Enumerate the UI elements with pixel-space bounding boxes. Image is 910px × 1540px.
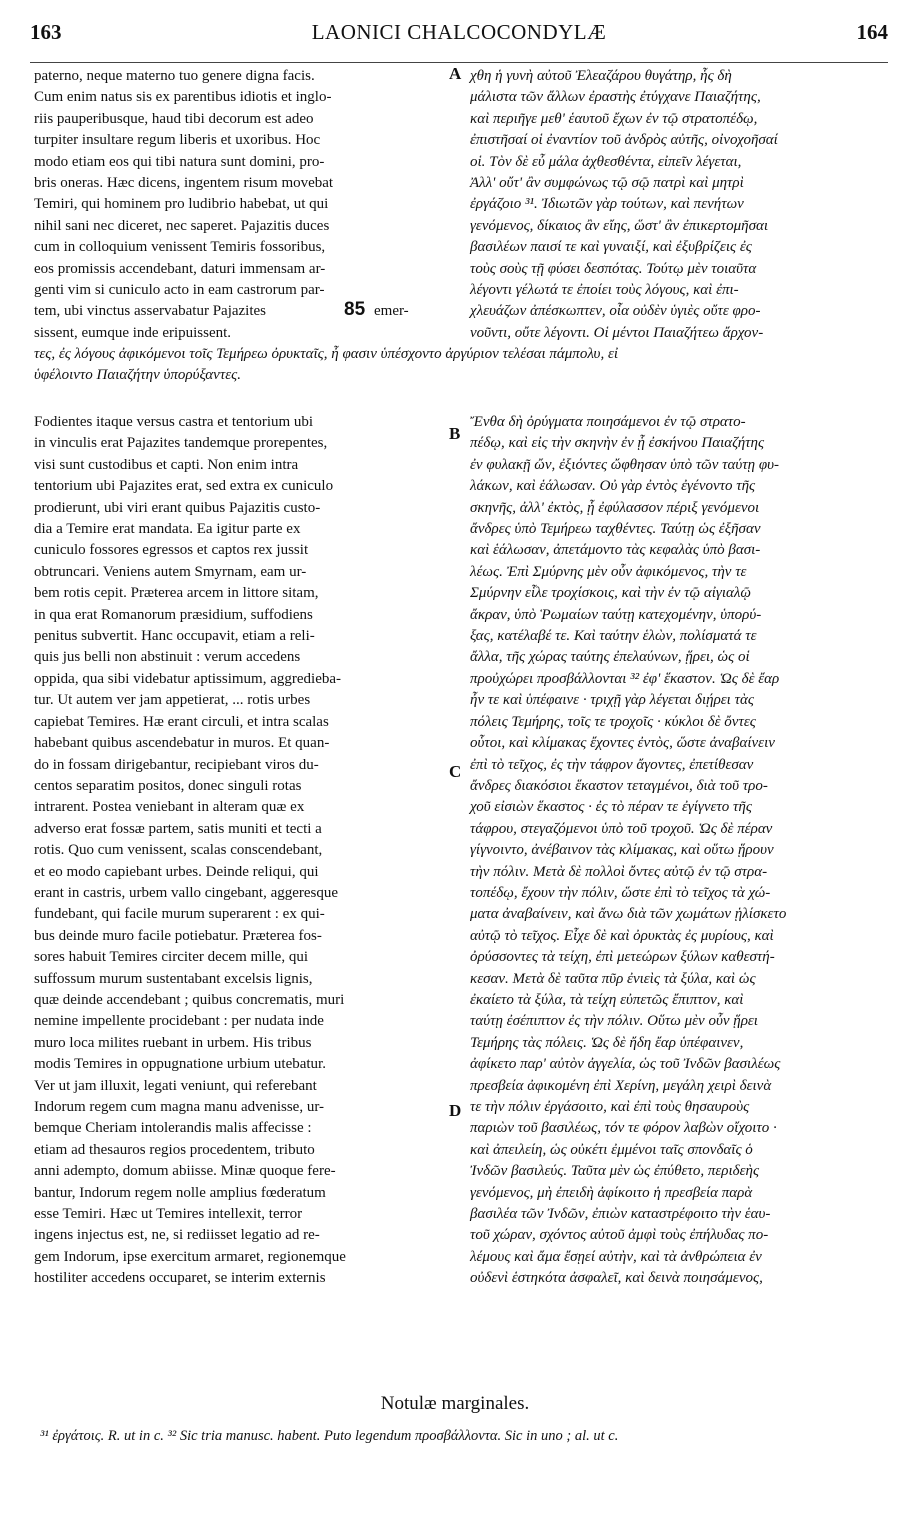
greek-line: λέμους καὶ ἄμα ἔσῃεί αὐτὴν, καὶ τὰ ἀνθρώπεια ἐν (470, 1248, 762, 1265)
section-mark-b: B (449, 424, 461, 443)
section-mark-c: C (449, 762, 462, 781)
greek-line: νοῦντι, οὔτε λέγοντι. Οἱ μέντοι Παιαζήτεω ἄρχον- (470, 324, 764, 341)
marginal-page-number: 85 (344, 299, 366, 321)
greek-line: ἄνδρες ὑπὸ Τεμήρεω ταχθέντες. Ταύτῃ ὡς ἐξῆσαν (470, 521, 761, 538)
greek-column-main (470, 412, 890, 1290)
greek-line: ἐκαίετο τὰ ξύλα, τὰ τείχη εὐπετῶς ἔπιπτον, καὶ (470, 991, 744, 1008)
latin-line: quæ deinde accendebant ; quibus concrematis, muri (34, 991, 345, 1008)
latin-line: anni adempto, domum abiisse. Minæ quoque fere- (34, 1163, 336, 1180)
latin-line: quis jus belli non abstinuit : verum accedens (34, 649, 301, 666)
latin-line: Cum enim natus sis ex parentibus idiotis et inglo- (34, 89, 332, 106)
latin-line: sores habuit Temires circiter decem mille, qui (34, 949, 308, 966)
latin-line: tur. Ut autem ver jam appetierat, ... rotis urbes (34, 692, 311, 709)
latin-line: ingens injectus est, ne, si rediisset legatio ad re- (34, 1227, 320, 1244)
latin-line: tentorium ubi Pajazites erat, sed extra ex cuniculo (34, 478, 334, 495)
greek-line: ταύτῃ ἐσέπιπτον ἐς τὴν πόλιν. Οὕτω μὲν οὖν ᾕρει (470, 1013, 758, 1030)
latin-line: penitus subvertit. Hanc occupavit, etiam a reli- (34, 628, 315, 645)
latin-line: centos separatim positos, donec singuli rotas (34, 777, 302, 794)
greek-line: λέως. Ἐπὶ Σμύρνης μὲν οὖν ἀφικόμενος, τὴν τε (470, 563, 747, 580)
latin-line: suffossum murum sustentabant excelsis lignis, (34, 970, 313, 987)
greek-span-line: τες, ἐς λόγους ἀφικόμενοι τοῖς Τεμήρεω ὀρυκταῖς, ἦ φασιν ὑπέσχοντο ἀργύριον τελέσαι πάμπολυ, εἰ (34, 346, 619, 362)
greek-line: χοῦ εἰσιὼν ἕκαστος · ἐς τὸ πέραν τε ἐγίγνετο τῆς (470, 799, 752, 816)
latin-line: gem Indorum, ipse exercitum armaret, regionemque (34, 1248, 346, 1265)
latin-line: esse Temiri. Hæc ut Temires intellexit, terror (34, 1206, 303, 1223)
greek-line: ἀφίκετο παρ' αὐτὸν ἀγγελία, ὡς τοῦ Ἰνδῶν βασιλέως (470, 1056, 781, 1073)
greek-line: γενόμενος, δίκαιος ἂν εἴης, ὥστ' ἂν ἐπικερτομῆσαι (470, 217, 769, 234)
latin-line: Temiri, qui hominem pro ludibrio habebat, ut qui (34, 196, 329, 213)
greek-line: ἐπὶ τὸ τεῖχος, ἐς τὴν τάφρον ἄγοντες, ἐπετίθεσαν (470, 756, 754, 773)
latin-line: adverso erat fossæ partem, satis muniti et tecti a (34, 820, 322, 837)
greek-line: ἐπιστῆσαί οἱ ἐναντίον τοῦ ἀνδρὸς αὐτῆς, οἰνοχοῆσαί (470, 132, 778, 149)
greek-line: καὶ ἀπειλείη, ὡς οὐκέτι ἐμμένοι ταῖς σπονδαῖς ὁ (470, 1141, 753, 1158)
latin-line: riis pauperibusque, haud tibi decorum est adeo (34, 110, 314, 127)
notes-title: Notulæ marginales. (380, 1393, 530, 1414)
greek-line: Τεμήρης τὰς πόλεις. Ὡς δὲ ἤδη ἔαρ ὑπέφαινεν, (470, 1034, 744, 1051)
latin-line: cuniculo fossores egressos et captos rex jussit (34, 542, 309, 559)
latin-line: eos promissis accendebant, daturi immensam ar- (34, 260, 326, 277)
latin-line: genti vim si cuniculo acto in eam castrorum par- (34, 282, 325, 299)
greek-line: χθη ἡ γυνὴ αὐτοῦ Ἐλεαζάρου θυγάτηρ, ἧς δὴ (470, 68, 732, 84)
greek-line: ἦν τε καὶ ὑπέφαινε · τριχῇ γὰρ λέγεται διῄρει τὰς (470, 692, 754, 709)
greek-line: ἐν φυλακῇ ὤν, ἐξιόντες ὤφθησαν ὑπὸ τῶν ταύτῃ φυ- (470, 456, 780, 473)
latin-line: bemque Cheriam intolerandis malis affecisse : (34, 1120, 312, 1137)
greek-line: κεσαν. Μετὰ δὲ ταῦτα πῦρ ἐνιεὶς τὰ ξύλα, καὶ ὡς (470, 970, 756, 987)
latin-line: intrarent. Postea veniebant in alteram quæ ex (34, 799, 305, 816)
section-mark-a: A (449, 64, 462, 83)
latin-line: oppida, qua sibi videbatur aptissimum, aggredieba- (34, 670, 342, 687)
page-number-left: 163 (30, 20, 62, 44)
latin-line: sissent, eumque inde eripuissent. (34, 324, 232, 341)
latin-line: etiam ad thesauros regios procedentem, tributo (34, 1141, 315, 1158)
greek-line: τάφρου, στεγαζόμενοι ὑπὸ τοῦ τροχοῦ. Ὡς δὲ πέραν (470, 820, 773, 837)
greek-line: ἄλλα, τῆς χώρας ταύτης ἐπελαύνων, ᾕρει, ὡς οἱ (470, 649, 750, 666)
latin-line: hostiliter accedens occuparet, se interim externis (34, 1270, 326, 1287)
page-number-right: 164 (856, 20, 888, 44)
section-mark-d: D (449, 1101, 462, 1120)
greek-line: ξας, κατέλαβέ τε. Καὶ ταύτην ἑλὼν, πολίσματά τε (470, 628, 757, 645)
latin-line: nemine impellente procidebant : per nudata inde (34, 1013, 324, 1030)
latin-line: habebant quibus ascendebatur in muros. Et quan- (34, 735, 330, 752)
greek-line: πέδῳ, καὶ εἰς τὴν σκηνὴν ἐν ᾗ ἐσκήνου Παιαζήτης (470, 435, 765, 452)
greek-span-line: ὑφέλοιντο Παιαζήτην ὑπορύξαντες. (34, 367, 241, 384)
latin-line: nihil sani nec diceret, nec saperet. Pajazitis duces (34, 217, 330, 234)
greek-line: αὐτῷ τὸ τεῖχος. Εἶχε δὲ καὶ ὀρυκτὰς ἐς μυρίους, καὶ (470, 927, 774, 944)
greek-line: πόλεις Τεμήρης, τοῖς τε τροχοῖς · κύκλοι δὲ ὄντες (470, 713, 756, 730)
latin-line: cum in colloquium venissent Temiris fossoribus, (34, 239, 326, 256)
greek-line: ἐργάζοιο ³¹. Ἰδιωτῶν γὰρ τούτων, καὶ πενήτων (470, 196, 744, 213)
notes-line: ³¹ ἐργάτοις. R. ut in c. ³² Sic tria manusc. habent. Puto legendum προσβάλλοντα. Sic in uno ; al. ut c. (40, 1428, 619, 1444)
latin-line: modo etiam eos qui tibi natura sunt domini, pro- (34, 153, 325, 170)
greek-line: ἄνδρες διακόσιοι ἕκαστον τεταγμένοι, διὰ τοῦ τρο- (470, 777, 768, 794)
latin-line: et eo modo capiebant urbes. Deinde reliqui, qui (34, 863, 319, 880)
latin-column-top (34, 66, 444, 344)
greek-line: τοπέδῳ, ἔχουν τὴν πόλιν, ὥστε ἐπὶ τὸ τεῖχος τὰ χώ- (470, 884, 771, 901)
greek-line: βασιλέα τῶν Ἰνδῶν, ἐπιὼν καταστρέφοιτο τὴν ἑαυ- (470, 1206, 771, 1223)
greek-line: πρεσβεία ἀφικομένη ἐπὶ Χερίνη, μεγάλη χειρὶ δεινὰ (470, 1077, 772, 1094)
latin-line: in vinculis erat Pajazites tandemque prorepentes, (34, 435, 328, 452)
greek-line: βασιλέων παισί τε καὶ γυναιξί, καὶ ἐξυβρίζεις ἐς (470, 239, 752, 256)
greek-line: καὶ περιῆγε μεθ' ἑαυτοῦ ἔχων ἐν τῷ στρατοπέδῳ, (470, 110, 758, 127)
latin-line: rotis. Quo cum venissent, scalas conscendebant, (34, 842, 323, 859)
greek-line: λάκων, καὶ ἑάλωσαν. Οὐ γὰρ ἐντὸς ἐγένοντο τῆς (470, 478, 756, 495)
latin-line-end: emer- (374, 303, 409, 320)
latin-line: Fodientes itaque versus castra et tentorium ubi (34, 414, 314, 430)
latin-line: modis Temires in oppugnatione urbium utebatur. (34, 1056, 326, 1073)
latin-line: Indorum regem cum magna manu advenisse, ur- (34, 1099, 325, 1115)
greek-line: προὐχώρει προσβάλλονται ³² ἐφ' ἕκαστον. Ὡς δὲ ἔαρ (470, 670, 780, 687)
latin-line: fundebant, qui facile murum superarent : ex qui- (34, 906, 325, 923)
running-title: LAONICI CHALCOCONDYLÆ (311, 20, 607, 44)
latin-line: tem, ubi vinctus asservabatur Pajazites 85 emer- (34, 301, 444, 322)
greek-line: τὴν πόλιν. Μετὰ δὲ πολλοὶ ὄντες αὐτῷ ἐν τῷ στρα- (470, 863, 768, 880)
greek-line: γενόμενος, μὴ ἐπειδὴ ἀφίκοιτο ἡ πρεσβεία παρὰ (470, 1184, 753, 1201)
greek-line: τοὺς σοὺς τῇ φύσει δεσπότας. Τούτῳ μὲν τοιαῦτα (470, 260, 757, 277)
greek-line: καὶ ἑάλωσαν, ἀπετάμοντο τὰς κεφαλὰς ὑπὸ βασι- (470, 542, 761, 559)
latin-line: dia a Temire erat mandata. Ea igitur parte ex (34, 521, 301, 538)
greek-line: οἱ. Τὸν δὲ εὖ μάλα ἀχθεσθέντα, εἰπεῖν λέγεται, (470, 153, 742, 170)
latin-line: in qua erat Romanorum præsidium, suffodiens (34, 606, 313, 623)
greek-line: γίγνοιντο, ἀνέβαινον τὰς κλίμακας, καὶ οὕτω ᾕρουν (470, 842, 774, 859)
greek-line: οὐδενὶ ἑστηκότα ἀσφαλεῖ, καὶ δεινὰ ποιησάμενος, (470, 1270, 763, 1287)
latin-line: paterno, neque materno tuo genere digna facis. (34, 68, 315, 84)
latin-line: visi sunt custodibus et capti. Non enim intra (34, 456, 299, 473)
greek-line: τε τὴν πόλιν ἐργάσοιτο, καὶ ἐπὶ τοὺς θησαυροὺς (470, 1099, 750, 1115)
latin-line: do in fossam dirigebantur, recipiebant viros du- (34, 756, 319, 773)
latin-line: obtruncari. Veniens autem Smyrnam, eam ur- (34, 563, 307, 580)
page-header (30, 20, 888, 54)
latin-line: muro loca milites ruebant in urbem. His tribus (34, 1034, 312, 1051)
greek-line: ἄκραν, ὑπὸ Ῥωμαίων ταύτῃ κατεχομένην, ὑπορύ- (470, 606, 762, 623)
greek-line: ὀρύσσοντες τὰ τείχη, ἐπὶ μετεώρων ξύλων καθεστή- (470, 949, 775, 966)
latin-line: erant in castris, urbem vallo cingebant, aggeresque (34, 884, 339, 901)
greek-line: χλευάζων ἀπέσκωπτεν, οἷα οὐδὲν ὑγιὲς οὔτε φρο- (470, 303, 761, 320)
greek-column-top (470, 66, 890, 344)
greek-line: λέγοντι γέλωτά τε ἐποίει τοὺς λόγους, καὶ ἐπι- (470, 282, 739, 299)
greek-line: μάλιστα τῶν ἄλλων ἐραστὴς ἐτύγχανε Παιαζήτης, (470, 89, 761, 106)
latin-column-main (34, 412, 444, 1290)
greek-line: σκηνῆς, ἀλλ' ἐκτὸς, ᾗ ἐφύλασσον πέριξ γενόμενοι (470, 499, 760, 516)
greek-line: παριὼν τοῦ βασιλέως, τόν τε φόρον λαβὼν οἴχοιτο · (470, 1120, 777, 1137)
latin-line: bem rotis cepit. Præterea arcem in littore sitam, (34, 585, 319, 602)
latin-line: bus deinde muro facile potiebatur. Præterea fos- (34, 927, 322, 944)
greek-line: τοῦ χώραν, σχόντος αὐτοῦ ἀμφὶ τοὺς ἐπήλυδας πο- (470, 1227, 769, 1244)
greek-full-width-lines (34, 344, 884, 387)
header-rule (30, 62, 888, 63)
latin-line: capiebat Temires. Hæ erant circuli, et intra scalas (34, 713, 329, 730)
latin-line: bris oneras. Hæc dicens, ingentem risum movebat (34, 175, 334, 192)
greek-line: ματα ἀναβαίνειν, καὶ ἄνω διὰ τῶν χωμάτων ᾑλίσκετο (470, 906, 787, 923)
latin-line: bantur, Indorum regem nolle amplius fœderatum (34, 1184, 326, 1201)
greek-line: Σμύρνην εἷλε τροχίσκοις, καὶ τὴν ἐν τῷ αἰγιαλῷ (470, 585, 751, 602)
latin-line: prodierunt, ubi viri erant quibus Pajazitis custo- (34, 499, 321, 516)
greek-line: Ἀλλ' οὔτ' ἂν συμφώνως τῷ σῷ πατρὶ καὶ μητρὶ (470, 175, 744, 192)
greek-line: Ἔνθα δὴ ὀρύγματα ποιησάμενοι ἐν τῷ στρατο- (470, 414, 746, 430)
greek-line: Ἰνδῶν βασιλεύς. Ταῦτα μὲν ὡς ἐπύθετο, περιδεὴς (470, 1163, 760, 1180)
greek-line: οὗτοι, καὶ κλίμακας ἔχοντες ἐντὸς, ὥστε ἀναβαίνειν (470, 735, 775, 752)
latin-line: Ver ut jam illuxit, legati veniunt, qui referebant (34, 1077, 317, 1094)
latin-line: turpiter insultare regum liberis et uxoribus. Hoc (34, 132, 321, 149)
